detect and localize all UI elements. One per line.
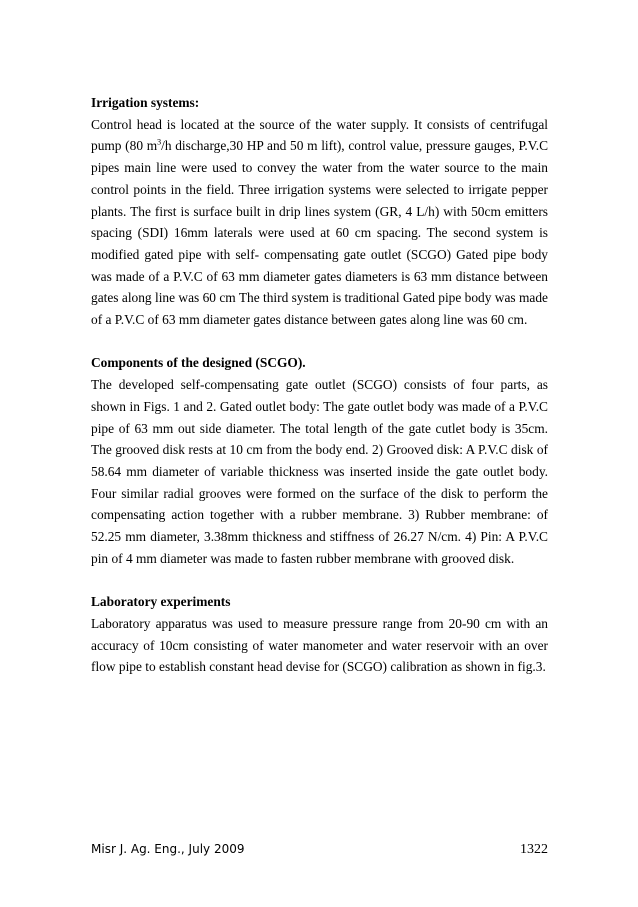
- paragraph-irrigation: [91, 114, 548, 331]
- irrigation-text-part-1: Control head is located at the source of the water supply. It consists of centrifugal pump (80 m: [91, 116, 548, 154]
- section-spacer: [91, 569, 548, 591]
- section-irrigation-systems: [91, 92, 548, 331]
- section-heading-components: Components of the designed (SCGO).: [91, 355, 306, 371]
- paragraph-laboratory: Laboratory apparatus was used to measure pressure range from 20-90 cm with an accuracy of 10cm consisting of water manometer and water reservoir with an over flow pipe to establish constant head devise for (SCGO) calibration as shown in fig.3.: [91, 615, 548, 675]
- section-heading-irrigation: Irrigation systems:: [91, 95, 200, 110]
- section-heading-laboratory: Laboratory experiments: [91, 594, 231, 610]
- superscript-cubic: 3: [157, 137, 162, 147]
- page-number: 1322: [520, 842, 548, 857]
- section-laboratory: [91, 591, 548, 678]
- journal-citation: Misr J. Ag. Eng., July 2009: [91, 842, 245, 856]
- section-spacer: [91, 331, 548, 353]
- paragraph-components: The developed self-compensating gate outlet (SCGO) consists of four parts, as shown in Figs. 1 and 2. Gated outlet body: The gate outlet body was made of a P.V.C pipe of 63 mm out side diameter. The total length of the gate cutlet body is 35cm. The grooved disk rests at 10 cm from the body end. 2) Grooved disk: A P.V.C disk of 58.64 mm diameter of variable thickness was inserted inside the gate outlet body. Four similar radial grooves were formed on the surface of the disk to perform the compensating action together with a rubber membrane. 3) Rubber membrane: of 52.25 mm diameter, 3.38mm thickness and stiffness of 26.27 N/cm. 4) Pin: A P.V.C pin of 4 mm diameter was made to fasten rubber membrane with grooved disk.: [91, 377, 548, 566]
- page-content: [91, 92, 548, 678]
- page-footer: [91, 842, 548, 862]
- section-components: [91, 352, 548, 569]
- irrigation-text-part-2: /h discharge,30 HP and 50 m lift), control value, pressure gauges, P.V.C pipes main line were used to convey the water from the water source to the main control points in the field. Three irrigation systems were selected to irrigate pepper plants. The first is surface built in drip lines system (GR, 4 L/h) with 50cm emitters spacing (SDI) 16mm laterals were used at 60 cm spacing. The second system is modified gated pipe with self- compensating gate outlet (SCGO) Gated pipe body was made of a P.V.C of 63 mm diameter gates diameters is 63 mm distance between gates along line was 60 cm The third system is traditional Gated pipe body was made of a P.V.C of 63 mm diameter gates distance between gates along line was 60 cm.: [91, 138, 549, 328]
